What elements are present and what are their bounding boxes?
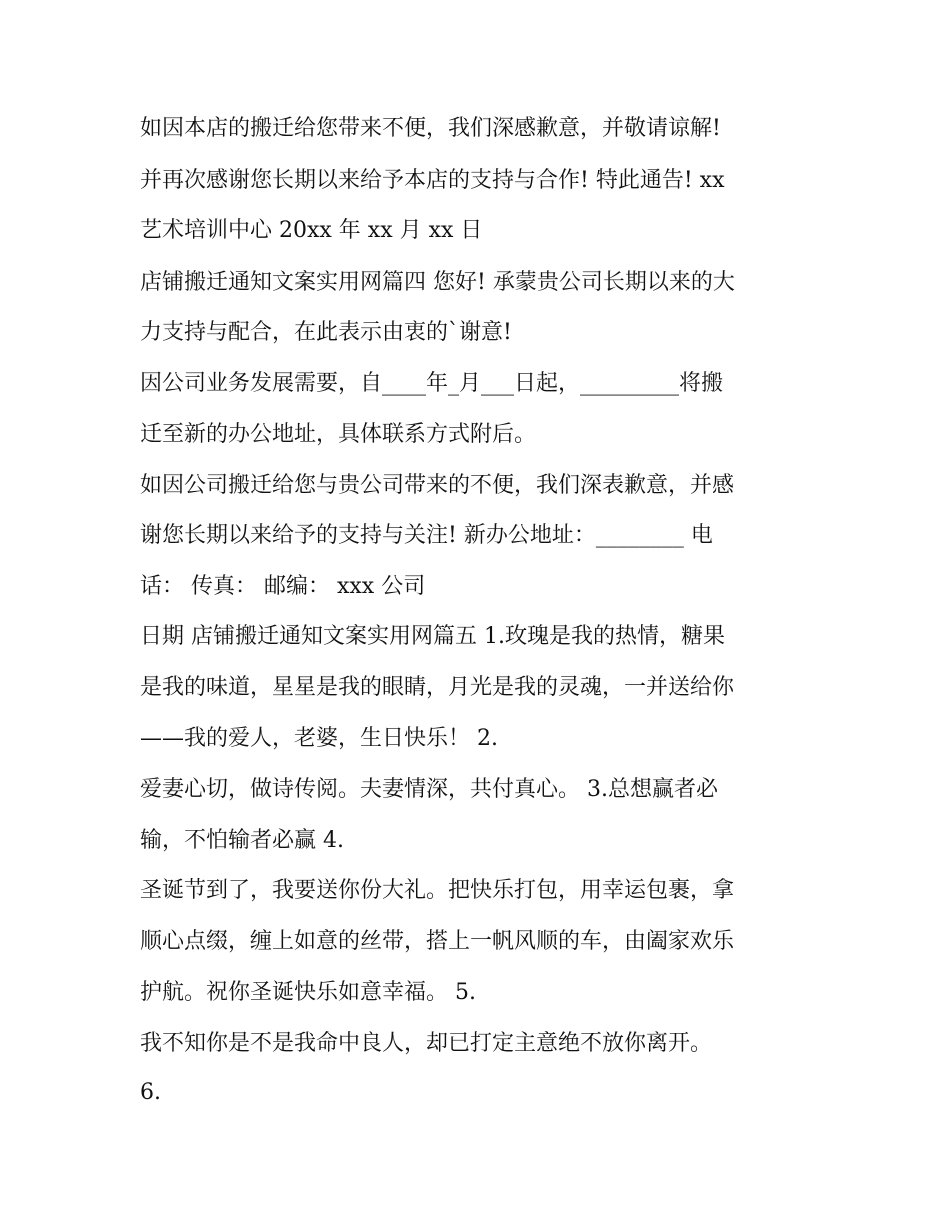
text-line: 是我的味道，星星是我的眼睛，月光是我的灵魂，一并送给你: [140, 675, 735, 700]
text-line: ——我的爱人，老婆，生日快乐！ 2.: [140, 726, 498, 751]
text-line: 谢您长期以来给予的支持与关注! 新办公地址：________ 电: [140, 523, 713, 548]
text-line: 我不知你是不是我命中良人，却已打定主意绝不放你离开。: [140, 1031, 713, 1056]
text-line: 如因公司搬迁给您与贵公司带来的不便，我们深表歉意，并感: [140, 473, 735, 498]
text-line: 艺术培训中心 20xx 年 xx 月 xx 日: [140, 218, 483, 243]
text-line: 圣诞节到了，我要送你份大礼。把快乐打包，用幸运包裹，拿: [140, 878, 735, 903]
text-line: 迁至新的办公地址，具体联系方式附后。: [140, 422, 537, 447]
text-line: 护航。祝你圣诞快乐如意幸福。 5.: [140, 980, 476, 1005]
text-line: 6.: [140, 1080, 161, 1105]
text-line: 爱妻心切，做诗传阅。夫妻情深，共付真心。 3.总想赢者必: [140, 777, 718, 802]
text-line: 如因本店的搬迁给您带来不便，我们深感歉意，并敬请谅解!: [140, 116, 721, 141]
text-line: 力支持与配合，在此表示由衷的`谢意!: [140, 320, 512, 345]
text-line: 因公司业务发展需要，自____年_月___日起，_________将搬: [140, 371, 724, 396]
text-line: 店铺搬迁通知文案实用网篇四 您好! 承蒙贵公司长期以来的大: [140, 270, 735, 295]
text-line: 日期 店铺搬迁通知文案实用网篇五 1.玫瑰是我的热情，糖果: [140, 624, 725, 649]
text-line: 并再次感谢您长期以来给予本店的支持与合作! 特此通告! xx: [140, 168, 725, 193]
text-line: 顺心点缀，缠上如意的丝带，搭上一帆风顺的车，由阖家欢乐: [140, 929, 735, 954]
text-line: 输，不怕输者必赢 4.: [140, 828, 344, 853]
text-line: 话： 传真： 邮编： xxx 公司: [140, 574, 426, 599]
